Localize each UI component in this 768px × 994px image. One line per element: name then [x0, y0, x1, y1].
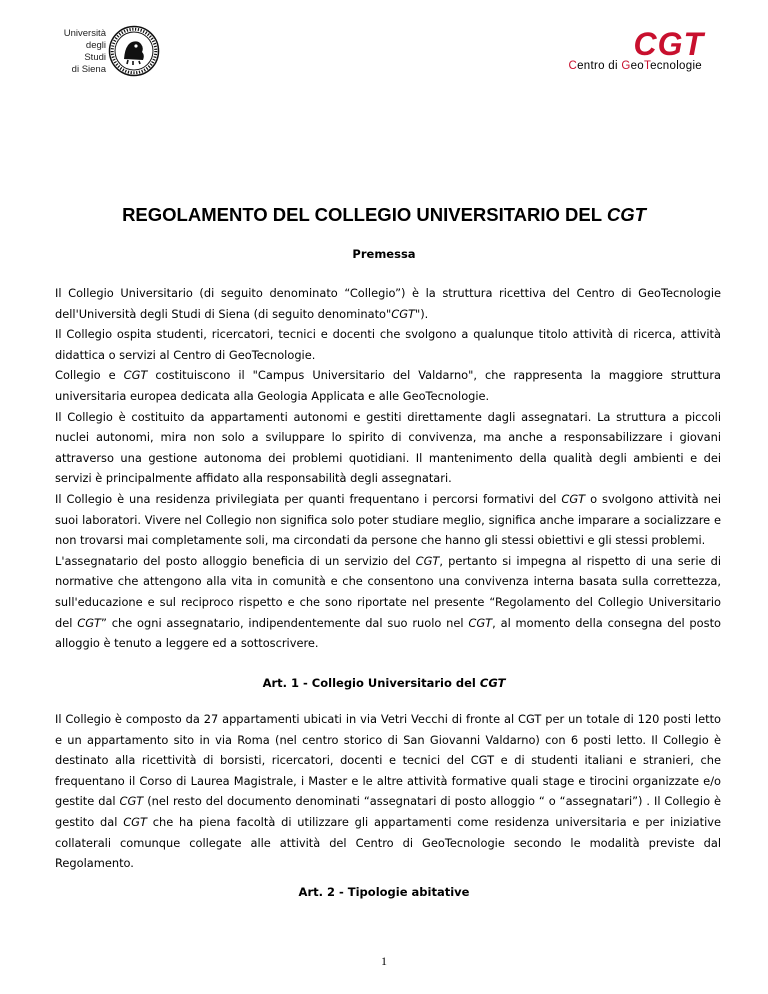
cgt-logo: CGT	[633, 26, 704, 62]
document-title: REGOLAMENTO DEL COLLEGIO UNIVERSITARIO DEL CGT	[122, 204, 646, 225]
art1-heading: Art. 1 - Collegio Universitario del CGT	[262, 676, 506, 690]
paragraph: Il Collegio è una residenza privilegiata per quanti frequentano i percorsi formativi del CGT o svolgono attività nei suoi laboratori. Vivere nel Collegio non significa solo poter studiare meglio, significa anche imparare a socializzare e non trovarsi mai completamente soli, ma circondati da persone che hanno gli stessi obiettivi e gli stessi problemi.	[55, 491, 721, 548]
cgt-subtitle: Centro di GeoTecnologie	[568, 60, 702, 72]
university-name	[40, 28, 106, 76]
paragraph: Collegio e CGT costituiscono il "Campus Universitario del Valdarno", che rappresenta la maggiore struttura universitaria europea dedicata alla Geologia Applicata e alle GeoTecnologie.	[55, 368, 722, 403]
university-line: Studi	[84, 52, 106, 63]
university-line: degli	[85, 40, 106, 51]
premessa-body	[55, 283, 721, 654]
art1-body	[55, 709, 721, 874]
art2-heading: Art. 2 - Tipologie abitative	[298, 885, 470, 899]
university-line: Università	[63, 28, 106, 39]
premessa-heading: Premessa	[352, 247, 416, 261]
paragraph: L'assegnatario del posto alloggio beneficia di un servizio del CGT, pertanto si impegna al rispetto di una serie di normative che attengono alla vita in comunità e che consentono una convivenza interna basata sulla correttezza, sull'educazione e sul reciproco rispetto e che sono riportate nel presente “Regolamento del Collegio Universitario del CGT” che ogni assegnatario, indipendentemente dal suo ruolo nel CGT, al momento della consegna del posto alloggio è tenuto a leggere ed a sottoscrivere.	[55, 553, 722, 651]
paragraph: Il Collegio è costituito da appartamenti autonomi e gestiti direttamente dagli assegnatari. La struttura a piccoli nuclei autonomi, mira non solo a sviluppare lo spirito di convivenza, ma anche a responsabilizzare i giovani attraverso una gestione autonoma dei problemi quotidiani. Il mantenimento della qualità degli ambienti e dei servizi è principalmente affidato alla responsabilità degli assegnatari.	[55, 409, 721, 486]
university-line: di Siena	[71, 64, 106, 75]
university-seal-icon	[108, 25, 160, 77]
page-number: 1	[381, 954, 387, 968]
paragraph: Il Collegio ospita studenti, ricercatori, tecnici e docenti che svolgono a qualunque titolo attività di ricerca, attività didattica o servizi al Centro di GeoTecnologie.	[55, 327, 721, 362]
paragraph: Il Collegio è composto da 27 appartamenti ubicati in via Vetri Vecchi di fronte al CGT per un totale di 120 posti letto e un appartamento sito in via Roma (nel centro storico di San Giovanni Valdarno) con 6 posti letto. Il Collegio è destinato alla ricettività di borsisti, ricercatori, docenti e tecnici del CGT e di studenti italiani e stranieri, che frequentano il Corso di Laurea Magistrale, i Master e le altre attività formative quali stage e tirocini organizzate e/o gestite dal CGT (nel resto del documento denominati “assegnatari di posto alloggio “ o “assegnatari”) . Il Collegio è gestito dal CGT che ha piena facoltà di utilizzare gli appartamenti come residenza universitaria e per iniziative collaterali comunque collegate alle attività del Centro di GeoTecnologie secondo le modalità previste dal Regolamento.	[55, 712, 721, 871]
paragraph: Il Collegio Universitario (di seguito denominato “Collegio”) è la struttura ricettiva del Centro di GeoTecnologie dell'Università degli Studi di Siena (di seguito denominato"CGT").	[55, 286, 721, 321]
